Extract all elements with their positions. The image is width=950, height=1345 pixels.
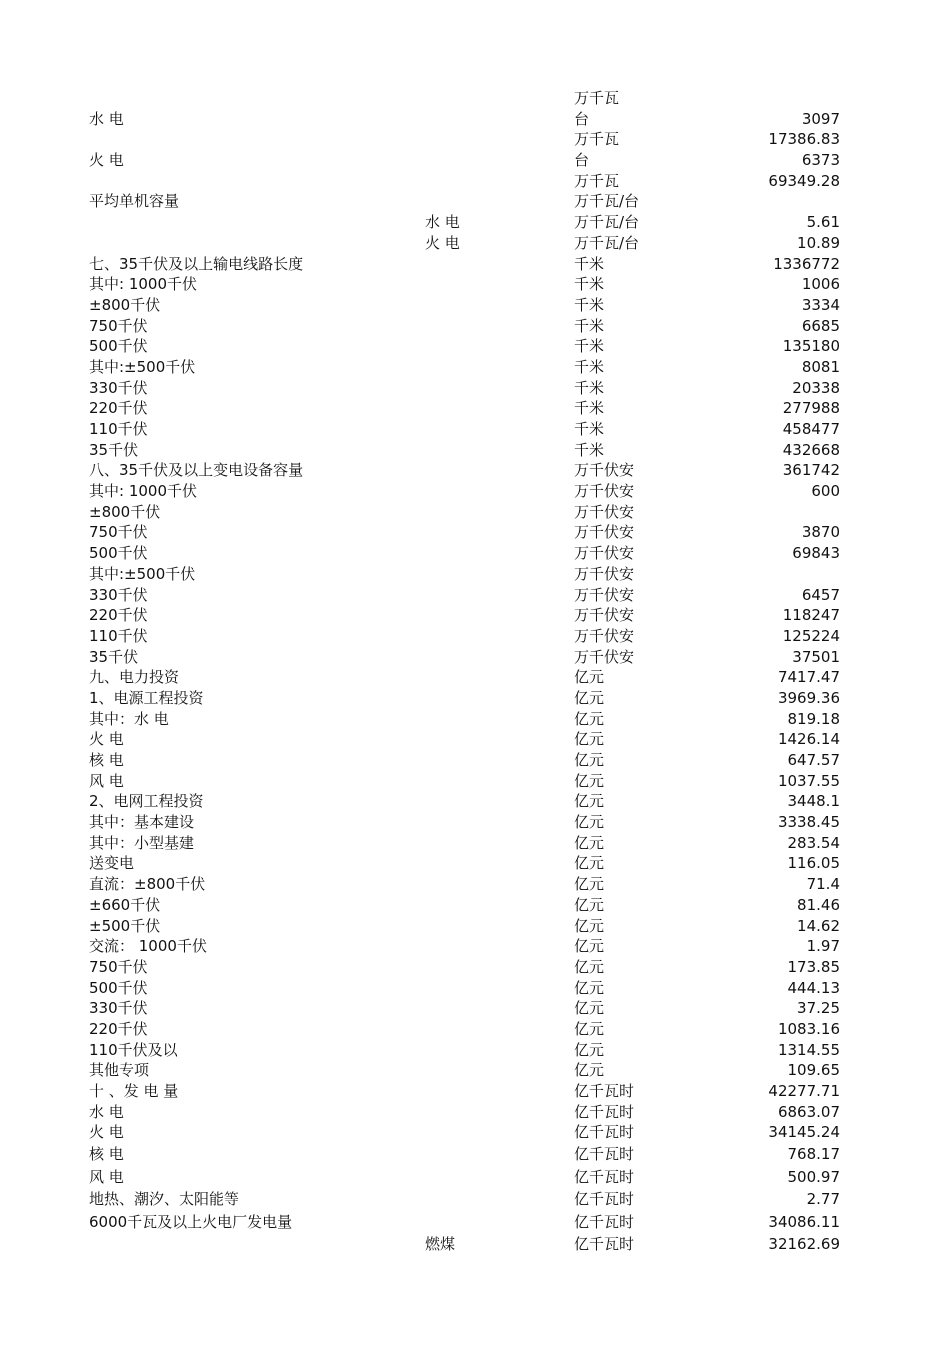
row-unit: 亿元 [574, 730, 605, 749]
row-value: 109.65 [787, 1061, 840, 1080]
row-value: 819.18 [787, 709, 840, 728]
row-value: 647.57 [787, 751, 840, 769]
table-row [0, 688, 950, 709]
row-label: 500千伏 [89, 337, 148, 356]
row-unit: 亿千瓦时 [574, 1235, 635, 1254]
row-unit: 亿元 [574, 957, 605, 976]
row-unit: 亿元 [574, 792, 605, 811]
row-label: 交流： 1000千伏 [89, 937, 207, 956]
row-label: 平均单机容量 [89, 192, 180, 211]
row-value: 37.25 [797, 999, 840, 1018]
table-row [0, 853, 950, 874]
row-value: 14.62 [797, 916, 840, 935]
row-unit: 亿千瓦时 [574, 1167, 635, 1186]
table-row [0, 357, 950, 378]
table-row [0, 440, 950, 461]
row-unit: 亿元 [574, 875, 605, 894]
row-unit: 千米 [574, 357, 605, 376]
table-row [0, 833, 950, 854]
row-value: 118247 [782, 606, 840, 625]
row-unit: 台 [574, 109, 590, 128]
row-value: 6457 [801, 585, 840, 604]
row-value: 3969.36 [777, 688, 840, 707]
row-label: 其他专项 [89, 1061, 150, 1080]
row-unit: 亿千瓦时 [574, 1212, 635, 1231]
table-row [0, 1122, 950, 1143]
row-value: 20338 [792, 378, 840, 397]
row-label: 110千伏及以 [89, 1040, 178, 1059]
row-unit: 万千伏安 [574, 544, 635, 563]
row-sublabel: 水 电 [425, 213, 460, 232]
row-label: 送变电 [89, 854, 135, 873]
row-unit: 亿元 [574, 1061, 605, 1080]
row-unit: 亿元 [574, 916, 605, 935]
row-unit: 亿元 [574, 937, 605, 956]
row-label: 330千伏 [89, 999, 148, 1018]
table-row [0, 564, 950, 585]
row-value: 17386.83 [768, 130, 840, 149]
table-row [0, 647, 950, 668]
table-row [0, 936, 950, 957]
row-unit: 亿千瓦时 [574, 1102, 635, 1121]
table-row [0, 605, 950, 626]
table-row [0, 460, 950, 481]
row-unit: 亿元 [574, 895, 605, 914]
row-value: 500.97 [787, 1167, 840, 1186]
row-value: 173.85 [787, 957, 840, 976]
row-value: 69843 [792, 544, 840, 563]
table-row [0, 171, 950, 192]
row-unit: 亿千瓦时 [574, 1145, 635, 1164]
table-row [0, 129, 950, 150]
table-row [0, 791, 950, 812]
row-unit: 万千伏安 [574, 564, 635, 583]
row-value: 8081 [801, 357, 840, 376]
table-row [0, 998, 950, 1019]
table-row [0, 709, 950, 730]
row-label: 750千伏 [89, 957, 148, 976]
row-value: 6685 [801, 316, 840, 335]
row-label: 2、电网工程投资 [89, 792, 204, 811]
row-unit: 亿元 [574, 751, 605, 769]
row-value: 71.4 [806, 875, 840, 894]
row-value: 3448.1 [787, 792, 840, 811]
table-row [0, 1060, 950, 1081]
table-row [0, 295, 950, 316]
table-row [0, 916, 950, 937]
row-value: 1314.55 [777, 1040, 840, 1059]
row-unit: 亿元 [574, 668, 605, 687]
row-unit: 亿千瓦时 [574, 1123, 635, 1142]
table-row [0, 522, 950, 543]
table-row [0, 1019, 950, 1040]
row-unit: 千米 [574, 295, 605, 314]
table-row [0, 1211, 950, 1234]
row-unit: 亿元 [574, 709, 605, 728]
row-value: 3334 [801, 295, 840, 314]
row-value: 444.13 [787, 978, 840, 997]
row-value: 432668 [782, 440, 840, 459]
table-row [0, 150, 950, 171]
row-label: 其中: 1000千伏 [89, 275, 197, 294]
row-label: 核 电 [89, 751, 124, 769]
row-unit: 万千瓦 [574, 89, 620, 107]
row-value: 1006 [801, 275, 840, 294]
row-label: 110千伏 [89, 420, 148, 438]
table-row [0, 233, 950, 254]
row-unit: 千米 [574, 399, 605, 418]
row-unit: 千米 [574, 420, 605, 438]
table-row [0, 543, 950, 564]
table-row [0, 481, 950, 502]
row-unit: 万千伏安 [574, 523, 635, 542]
row-value: 6373 [801, 151, 840, 170]
row-unit: 万千瓦 [574, 171, 620, 190]
row-value: 361742 [782, 461, 840, 480]
row-unit: 万千瓦/台 [574, 233, 640, 252]
row-unit: 万千伏安 [574, 461, 635, 480]
row-label: 750千伏 [89, 523, 148, 542]
table-row [0, 874, 950, 895]
row-value: 10.89 [797, 233, 840, 252]
table-row [0, 812, 950, 833]
row-value: 37501 [792, 647, 840, 666]
table-row [0, 336, 950, 357]
row-unit: 千米 [574, 440, 605, 459]
row-label: 330千伏 [89, 378, 148, 397]
row-label: 风 电 [89, 771, 124, 790]
row-value: 1037.55 [777, 771, 840, 790]
row-label: 其中:±500千伏 [89, 357, 196, 376]
table-row [0, 398, 950, 419]
row-label: 500千伏 [89, 544, 148, 563]
row-label: 其中:±500千伏 [89, 564, 196, 583]
row-sublabel: 燃煤 [425, 1235, 456, 1254]
row-unit: 千米 [574, 254, 605, 273]
row-label: 35千伏 [89, 440, 139, 459]
row-unit: 台 [574, 151, 590, 170]
row-label: 其中：水 电 [89, 709, 169, 728]
row-unit: 亿千瓦时 [574, 1190, 635, 1209]
row-value: 3870 [801, 523, 840, 542]
row-unit: 亿元 [574, 854, 605, 873]
row-label: 其中：小型基建 [89, 833, 195, 852]
table-row [0, 378, 950, 399]
row-label: 750千伏 [89, 316, 148, 335]
row-value: 3338.45 [777, 813, 840, 832]
row-label: 直流：±800千伏 [89, 875, 206, 894]
row-value: 6863.07 [777, 1102, 840, 1121]
row-label: 110千伏 [89, 626, 148, 645]
row-value: 125224 [782, 626, 840, 645]
row-unit: 万千伏安 [574, 482, 635, 501]
row-unit: 万千瓦 [574, 130, 620, 149]
row-unit: 万千伏安 [574, 606, 635, 625]
row-unit: 万千伏安 [574, 626, 635, 645]
row-value: 458477 [782, 420, 840, 438]
row-unit: 亿千瓦时 [574, 1082, 635, 1100]
row-label: ±500千伏 [89, 916, 161, 935]
row-label: 1、电源工程投资 [89, 688, 204, 707]
row-unit: 千米 [574, 337, 605, 356]
row-unit: 亿元 [574, 978, 605, 997]
statistics-table [0, 88, 950, 1256]
row-label: 水 电 [89, 109, 124, 128]
row-value: 283.54 [787, 833, 840, 852]
row-label: 八、35千伏及以上变电设备容量 [89, 461, 304, 480]
row-label: 核 电 [89, 1145, 124, 1164]
row-label: ±800千伏 [89, 295, 161, 314]
row-unit: 亿元 [574, 813, 605, 832]
row-unit: 亿元 [574, 771, 605, 790]
row-label: ±800千伏 [89, 502, 161, 521]
row-label: 220千伏 [89, 399, 148, 418]
row-unit: 万千伏安 [574, 502, 635, 521]
row-unit: 亿元 [574, 999, 605, 1018]
table-row [0, 212, 950, 233]
row-label: 地热、潮汐、太阳能等 [89, 1190, 240, 1209]
table-row [0, 419, 950, 440]
row-unit: 万千伏安 [574, 647, 635, 666]
table-row [0, 316, 950, 337]
row-label: 风 电 [89, 1167, 124, 1186]
row-value: 1336772 [773, 254, 840, 273]
table-row [0, 957, 950, 978]
table-row [0, 1040, 950, 1061]
row-label: 其中: 1000千伏 [89, 482, 197, 501]
table-row [0, 978, 950, 999]
row-label: 500千伏 [89, 978, 148, 997]
table-row [0, 1188, 950, 1211]
row-value: 1426.14 [777, 730, 840, 749]
row-unit: 千米 [574, 378, 605, 397]
table-row [0, 585, 950, 606]
table-row [0, 626, 950, 647]
row-sublabel: 火 电 [425, 233, 460, 252]
row-value: 5.61 [806, 213, 840, 232]
row-label: ±660千伏 [89, 895, 161, 914]
row-value: 768.17 [787, 1145, 840, 1164]
row-value: 34086.11 [768, 1212, 840, 1231]
row-unit: 万千瓦/台 [574, 213, 640, 232]
row-unit: 亿元 [574, 1040, 605, 1059]
row-value: 34145.24 [768, 1123, 840, 1142]
row-label: 七、35千伏及以上输电线路长度 [89, 254, 304, 273]
table-row [0, 88, 950, 109]
row-label: 35千伏 [89, 647, 139, 666]
row-unit: 千米 [574, 316, 605, 335]
row-unit: 亿元 [574, 833, 605, 852]
row-label: 其中：基本建设 [89, 813, 195, 832]
row-label: 火 电 [89, 730, 124, 749]
row-value: 2.77 [806, 1190, 840, 1209]
table-row [0, 191, 950, 212]
table-row [0, 667, 950, 688]
row-unit: 千米 [574, 275, 605, 294]
row-value: 1.97 [806, 937, 840, 956]
table-row [0, 1233, 950, 1256]
row-value: 1083.16 [777, 1019, 840, 1038]
row-label: 220千伏 [89, 1019, 148, 1038]
row-value: 7417.47 [777, 668, 840, 687]
row-value: 277988 [782, 399, 840, 418]
table-row [0, 109, 950, 130]
row-value: 81.46 [797, 895, 840, 914]
row-value: 600 [811, 482, 840, 501]
row-value: 42277.71 [768, 1082, 840, 1100]
row-unit: 万千伏安 [574, 585, 635, 604]
row-label: 九、电力投资 [89, 668, 180, 687]
table-row [0, 1143, 950, 1166]
row-value: 116.05 [787, 854, 840, 873]
row-unit: 亿元 [574, 1019, 605, 1038]
row-value: 32162.69 [768, 1235, 840, 1254]
table-row [0, 274, 950, 295]
row-unit: 万千瓦/台 [574, 192, 640, 211]
row-label: 水 电 [89, 1102, 124, 1121]
row-label: 火 电 [89, 151, 124, 170]
row-unit: 亿元 [574, 688, 605, 707]
row-label: 6000千瓦及以上火电厂发电量 [89, 1212, 293, 1231]
row-label: 220千伏 [89, 606, 148, 625]
row-value: 135180 [782, 337, 840, 356]
table-row [0, 1166, 950, 1189]
row-label: 火 电 [89, 1123, 124, 1142]
table-row [0, 729, 950, 750]
table-row [0, 1102, 950, 1123]
table-row [0, 750, 950, 771]
row-value: 3097 [801, 109, 840, 128]
table-row [0, 254, 950, 275]
row-label: 330千伏 [89, 585, 148, 604]
table-row [0, 1081, 950, 1102]
table-row [0, 771, 950, 792]
row-label: 十 、发 电 量 [89, 1082, 179, 1100]
table-row [0, 895, 950, 916]
row-value: 69349.28 [768, 171, 840, 190]
table-row [0, 502, 950, 523]
